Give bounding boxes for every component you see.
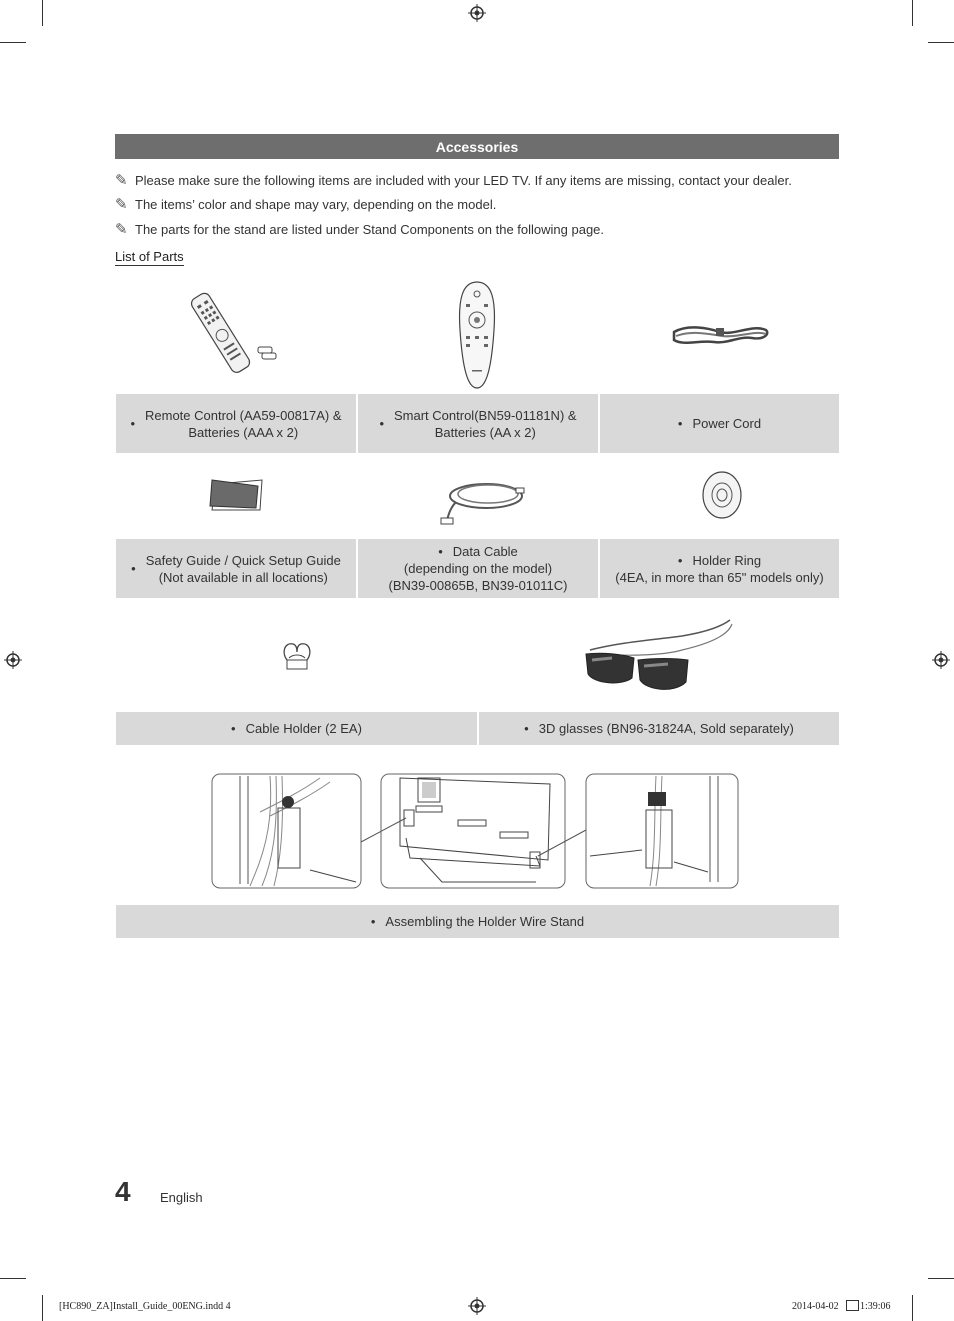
safety-guide-image <box>208 476 264 514</box>
registration-mark-icon <box>468 1297 486 1315</box>
part-remote-control <box>116 394 356 453</box>
bullet: • <box>370 914 376 929</box>
footer-time-icon <box>846 1300 859 1311</box>
bullet: • <box>379 416 384 431</box>
holder-ring-image <box>700 470 744 520</box>
part-label: (BN39-00865B, BN39-01011C) <box>388 578 568 593</box>
part-label: Remote Control (AA59-00817A) & <box>145 407 342 423</box>
note-text: Please make sure the following items are included with your LED TV. If any items are missing, contact your dealer. <box>135 173 792 188</box>
part-label: (4EA, in more than 65" models only) <box>615 569 824 585</box>
bullet: • <box>231 721 236 736</box>
crop-mark <box>912 0 913 26</box>
part-label: (depending on the model) <box>403 561 553 576</box>
registration-mark-icon <box>932 651 950 669</box>
part-label: Power Cord <box>692 416 762 431</box>
bullet: • <box>677 416 683 431</box>
part-label: Batteries (AAA x 2) <box>188 424 299 440</box>
remote-control-image <box>182 292 282 378</box>
assembly-caption <box>116 905 839 938</box>
power-cord-image <box>668 318 772 352</box>
part-cable-holder <box>116 712 477 745</box>
bullet: • <box>438 544 443 559</box>
part-label: Data Cable <box>452 544 518 559</box>
data-cable-image <box>436 472 528 530</box>
page-language: English <box>160 1190 203 1205</box>
part-label: 3D glasses (BN96-31824A, Sold separately) <box>538 721 794 736</box>
part-safety-guide <box>116 539 356 598</box>
part-label: Safety Guide / Quick Setup Guide <box>145 552 341 568</box>
crop-mark <box>0 42 26 43</box>
crop-mark <box>912 1295 913 1321</box>
crop-mark <box>0 1278 26 1279</box>
part-power-cord <box>600 394 839 453</box>
pencil-note-icon: ✎ <box>115 221 128 238</box>
cable-holder-image <box>279 638 315 674</box>
pencil-note-icon: ✎ <box>115 196 128 213</box>
note-item <box>115 195 496 213</box>
note-item <box>115 171 792 189</box>
crop-mark <box>928 42 954 43</box>
bullet: • <box>524 721 529 736</box>
footer-time: 1:39:06 <box>860 1301 891 1312</box>
crop-mark <box>928 1278 954 1279</box>
footer-filename: [HC890_ZA]Install_Guide_00ENG.indd 4 <box>59 1301 231 1312</box>
section-title: Accessories <box>115 134 839 159</box>
part-smart-control <box>358 394 598 453</box>
bullet: • <box>131 561 136 576</box>
part-data-cable <box>358 539 598 598</box>
crop-mark <box>42 1295 43 1321</box>
smart-control-image <box>456 280 498 392</box>
part-label: Smart Control(BN59-01181N) & <box>394 407 577 423</box>
3d-glasses-image <box>582 616 738 700</box>
note-text: The items’ color and shape may vary, depending on the model. <box>135 197 497 212</box>
registration-mark-icon <box>4 651 22 669</box>
part-3d-glasses <box>479 712 839 745</box>
footer-date: 2014-04-02 <box>792 1301 839 1312</box>
assembly-label: Assembling the Holder Wire Stand <box>385 914 585 929</box>
part-label: Batteries (AA x 2) <box>434 424 536 440</box>
registration-mark-icon <box>468 4 486 22</box>
page-number: 4 <box>115 1176 131 1207</box>
holder-wire-assembly-illustration <box>210 772 742 890</box>
note-text: The parts for the stand are listed under Stand Components on the following page. <box>135 222 605 237</box>
crop-mark <box>42 0 43 26</box>
note-item <box>115 220 604 238</box>
bullet: • <box>677 552 683 568</box>
part-label: Holder Ring <box>692 552 762 568</box>
pencil-note-icon: ✎ <box>115 172 128 189</box>
part-label: (Not available in all locations) <box>158 569 328 585</box>
bullet: • <box>130 416 135 431</box>
list-heading: List of Parts <box>115 249 184 264</box>
part-label: Cable Holder (2 EA) <box>245 721 362 736</box>
part-holder-ring <box>600 539 839 598</box>
